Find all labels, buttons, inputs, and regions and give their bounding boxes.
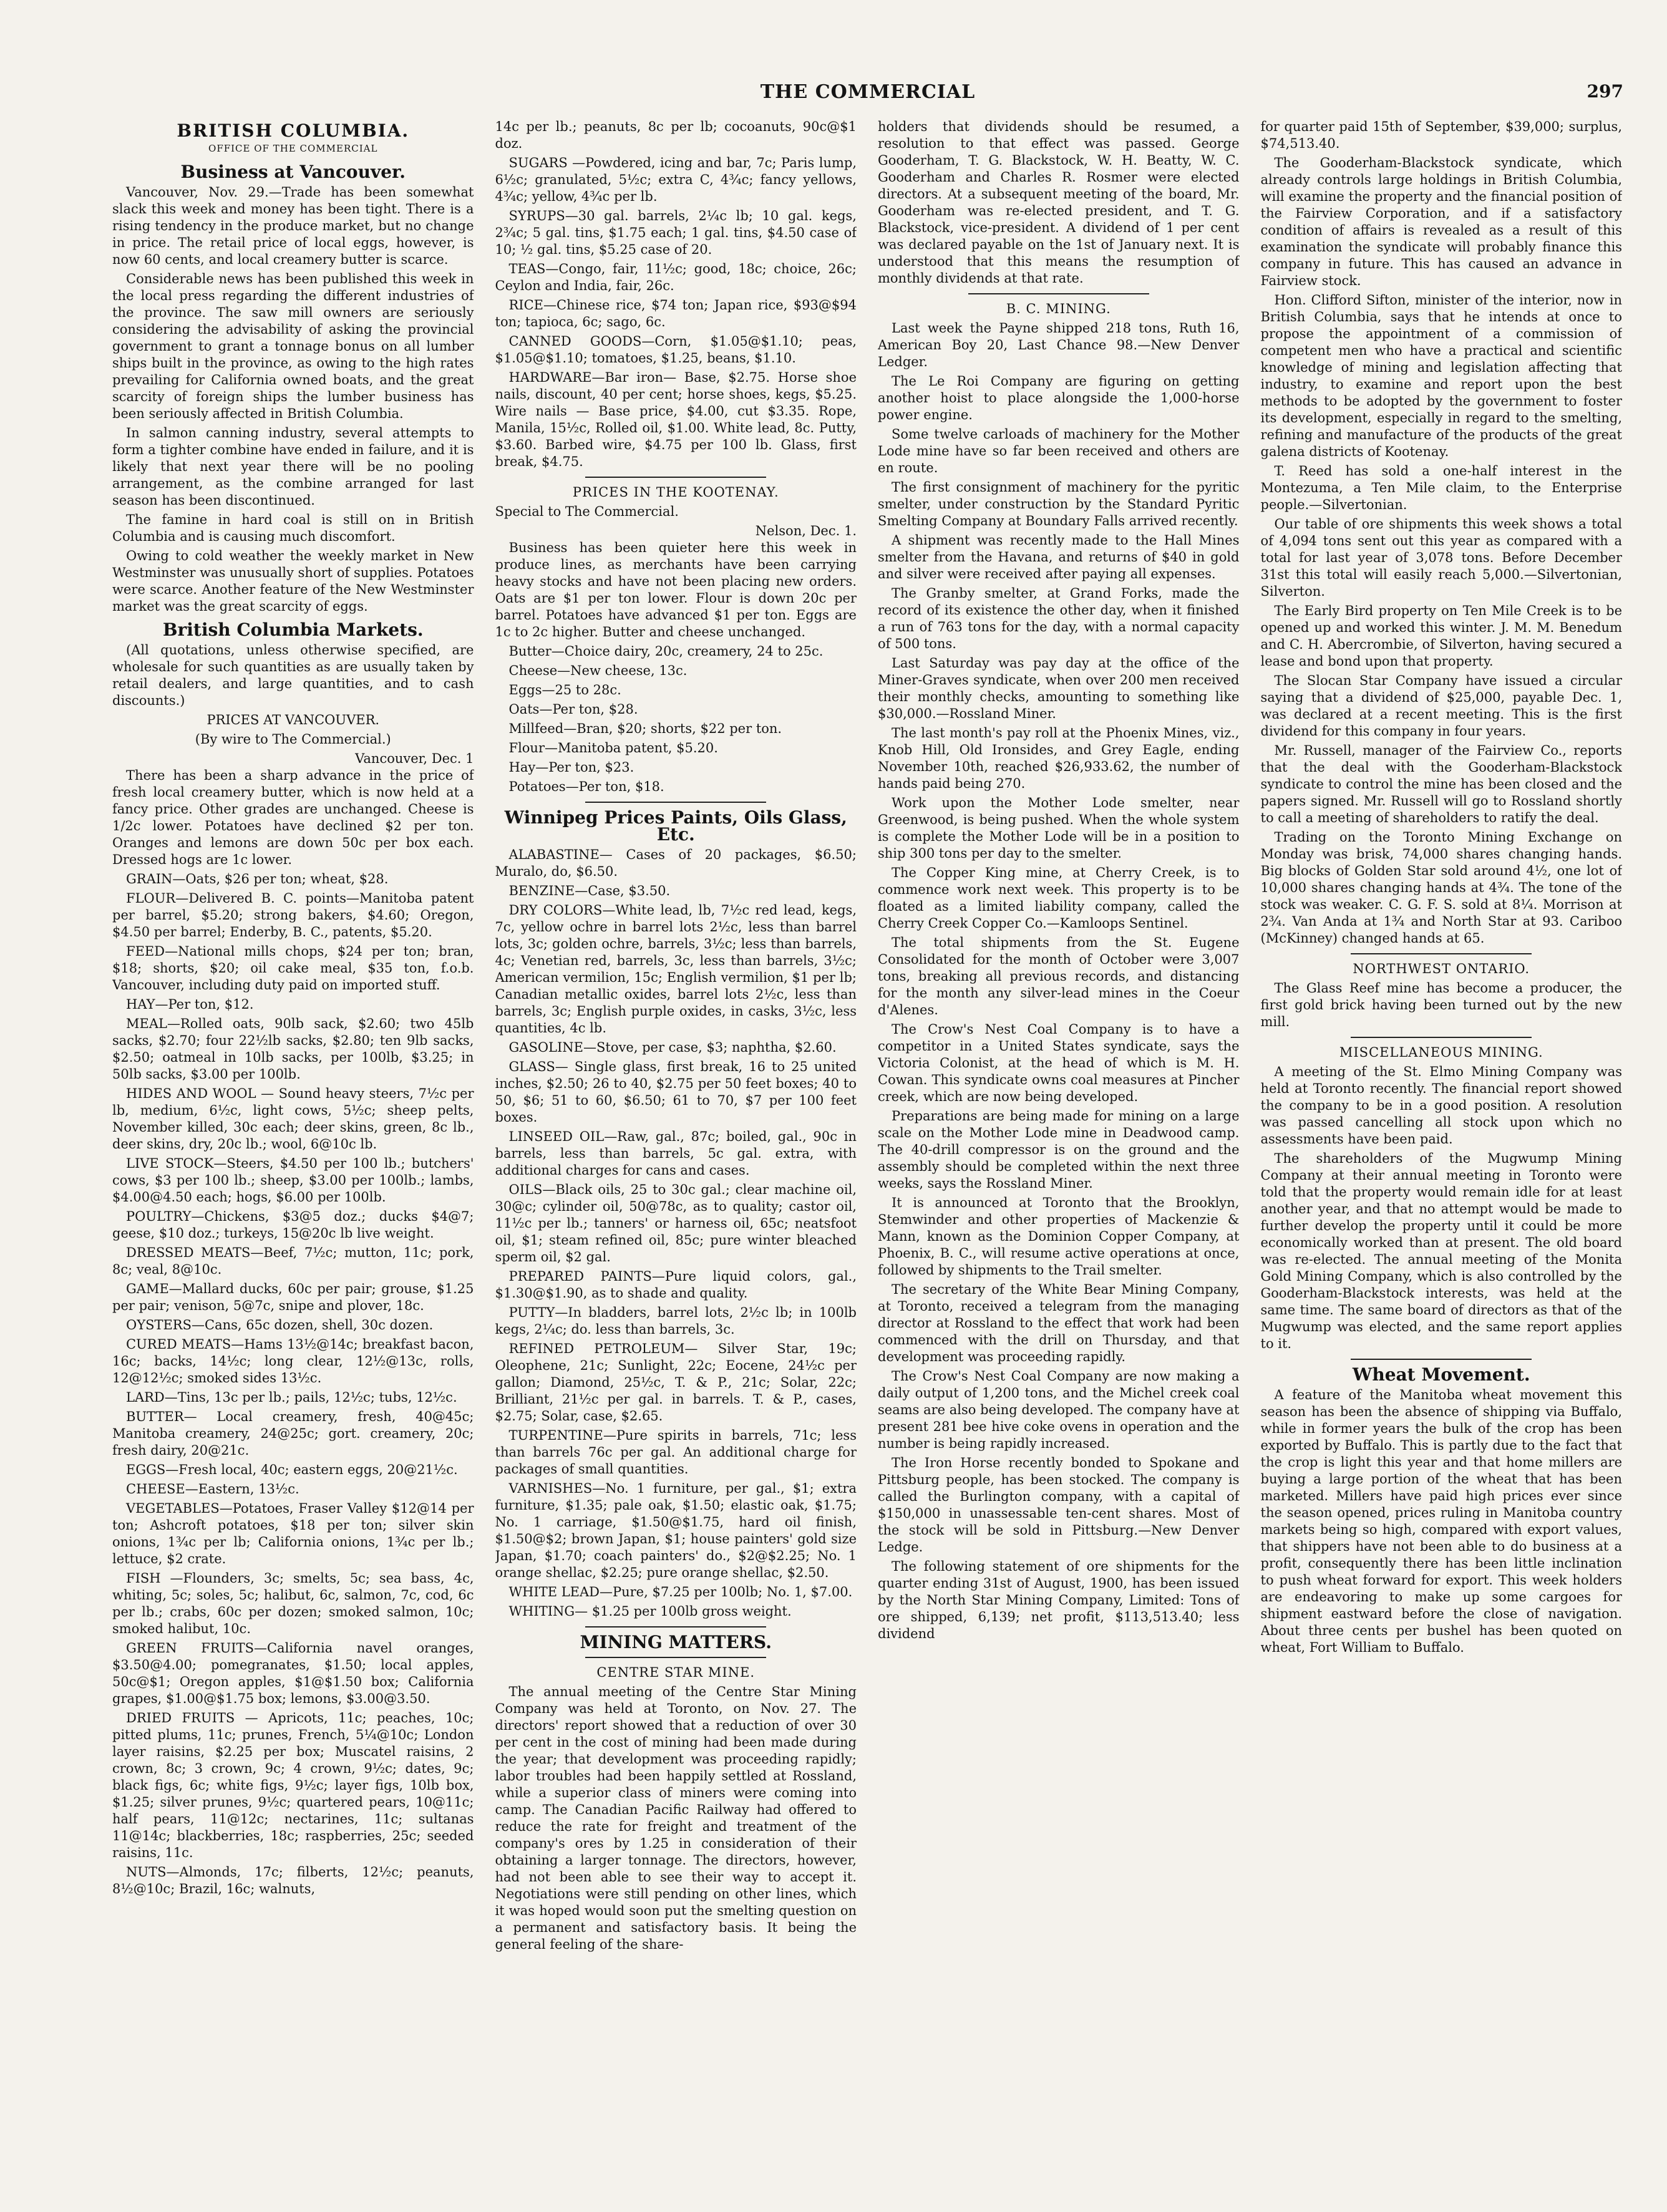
price-item: Hay—Per ton, $23. [508,760,634,775]
kootenay-title: PRICES IN THE KOOTENAY. [572,485,779,500]
paragraph: The shareholders of the Mugwump Mining Company at their annual meeting in Toronto were told that the property would remain idle for at least another year, and that no attempt would be made to further develop the property until it could be more economically worked than at present. The old board was re-elected. The annual meeting of the Monita Gold Mining Company, which is also controlled by the Gooderham-Blackstock interests, was held at the same time. The same board of directors as that of the Mugwump was elected, and the same report applies to it. [1260,1151,1622,1351]
price-item: Oats—Per ton, $28. [508,702,638,717]
paragraph: Work upon the Mother Lode smelter, near Greenwood, is being pushed. When the whole system is complete the Mother Lode will be in a position to ship 300 tons per day to the smelter. [878,795,1240,861]
column-2 [495,119,857,2196]
price-item: WHITING— $1.25 per 100lb gross weight. [508,1604,792,1619]
paragraph: The Granby smelter, at Grand Forks, made the record of its existence the other day, when it finished a run of 763 tons for the day, with a normal capacity of 500 tons. [878,586,1240,651]
price-item: MEAL—Rolled oats, 90lb sack, $2.60; two 45lb sacks, $2.70; four 22½lb sacks, $2.80; ten 9lb sacks, $2.50; oatmeal in 10lb sacks, per 100lb, $3.25; in 50lb sacks, $3.00 per 100lb. [112,1016,474,1082]
paragraph: In salmon canning industry, several attempts to form a tighter combine have ended in failure, and it is likely that next year there will be no pooling arrangement, as the combine arranged for last season has been discontinued. [112,425,474,508]
divider [585,1626,766,1627]
paragraph: It is announced at Toronto that the Brooklyn, Stemwinder and other properties of Mackenzie & Mann, known as the Dominion Copper Company, at Phoenix, B. C., will resume active operations at once, followed by shipments to the Trail smelter. [878,1195,1240,1278]
dateline: Nelson, Dec. 1. [755,523,857,538]
paragraph: There has been a sharp advance in the price of fresh local creamery butter, which is now held at a fancy price. Other grades are unchanged. Cheese is 1/2c lower. Potatoes have declined $2 per ton. Oranges and lemons are down 50c per box each. Dressed hogs are 1c lower. [112,768,474,867]
wheat-movement-title: Wheat Movement. [1352,1364,1530,1385]
price-item: PUTTY—In bladders, barrel lots, 2½c lb; in 100lb kegs, 2¼c; do. less than barrels, 3c. [495,1305,857,1337]
price-item: Flour—Manitoba patent, $5.20. [508,740,718,755]
price-item: REFINED PETROLEUM— Silver Star, 19c; Oleophene, 21c; Sunlight, 22c; Eocene, 24½c per gallon; Diamond, 25½c, T. & P., 21c; Solar, 22c; Brilliant, 21½c per gal. in barrels. T. & P., cases, $2.75; Solar, case, $2.65. [495,1341,857,1424]
price-item: GLASS— Single glass, first break, 16 to 25 united inches, $2.50; 26 to 40, $2.75 per 50 feet boxes; 40 to 50, $6; 51 to 60, $6.50; 61 to 70, $7 per 100 feet boxes. [495,1059,857,1125]
prices-vancouver-title: PRICES AT VANCOUVER. [207,712,380,727]
price-item: LIVE STOCK—Steers, $4.50 per 100 lb.; butchers' cows, $3 per 100 lb.; sheep, $3.00 per 100lb.; lambs, $4.00@4.50 each; hogs, $6.00 per 100lb. [112,1156,474,1205]
paragraph: The Crow's Nest Coal Company are now making a daily output of 1,200 tons, and the Michel creek coal seams are also being developed. The company have at present 281 bee hive coke ovens in operation and the number is being rapidly increased. [878,1369,1240,1451]
price-item: 14c per lb.; peanuts, 8c per lb; cocoanuts, 90c@$1 doz. [495,119,857,151]
paragraph: Some twelve carloads of machinery for the Mother Lode mine have so far been received and others are en route. [878,427,1240,475]
price-item: CHEESE—Eastern, 13½c. [126,1482,299,1496]
price-item: SYRUPS—30 gal. barrels, 2¼c lb; 10 gal. kegs, 2¾c; 5 gal. tins, $1.75 each; 1 gal. tins, $4.50 case of 10; ½ gal. tins, $5.25 case of 20. [495,208,857,257]
paragraph: Trading on the Toronto Mining Exchange on Monday was brisk, 74,000 shares changing hands. Big blocks of Golden Star sold around 4½, one lot of 10,000 shares changing hands at 4¾. The tone of the stock was weaker. C. G. F. S. sold at 8¼. Morrison at 2¾. Van Anda at 1¾ and North Star at 93. Cariboo (McKinney) changed hands at 65. [1260,830,1622,946]
price-item: GASOLINE—Stove, per case, $3; naphtha, $2.60. [508,1040,837,1055]
mining-matters-title: MINING MATTERS. [580,1632,772,1652]
price-item: FISH —Flounders, 3c; smelts, 5c; sea bass, 4c, whiting, 5c; soles, 5c; halibut, 6c, salmon, 7c, cod, 6c per lb.; crabs, 60c per dozen; smoked salmon, 10c; smoked halibut, 10c. [112,1571,474,1636]
price-item: POULTRY—Chickens, $3@5 doz.; ducks $4@7; geese, $10 doz.; turkeys, 15@20c lb live weight. [112,1209,474,1241]
paragraph: The Crow's Nest Coal Company is to have a competitor in a United States syndicate, says the Victoria Colonist, at the head of which is M. H. Cowan. This syndicate owns coal measures at Pincher creek, which are now being developed. [878,1022,1240,1104]
divider [585,802,766,803]
paragraph: The first consignment of machinery for the pyritic smelter, under construction by the Standard Pyritic Smelting Company at Boundary Falls arrived recently. [878,480,1240,528]
paragraph: The total shipments from the St. Eugene Consolidated for the month of October were 3,007 tons, breaking all previous records, and distancing for the month any silver-lead mines in the Coeur d'Alenes. [878,935,1240,1017]
dateline: Vancouver, Dec. 1 [355,751,474,766]
divider [585,477,766,478]
price-item: CANNED GOODS—Corn, $1.05@$1.10; peas, $1.05@$1.10; tomatoes, $1.25, beans, $1.10. [495,334,857,366]
price-item: DRESSED MEATS—Beef, 7½c; mutton, 11c; pork, 8c; veal, 8@10c. [112,1245,474,1277]
paragraph: Our table of ore shipments this week shows a total of 4,094 tons sent out this year as compared with a total for last year of 3,078 tons. Before December 31st this total will easily reach 5,000.—Silvertonian, Silverton. [1260,517,1622,599]
price-item: HIDES AND WOOL — Sound heavy steers, 7½c per lb, medium, 6½c, light cows, 5½c; sheep pelts, November killed, 30c each; deer skins, green, 8c lb., deer skins, dry, 20c lb.; wool, 6@10c lb. [112,1086,474,1152]
page-number: 297 [1587,81,1623,102]
divider [1351,1037,1532,1038]
paragraph: The Iron Horse recently bonded to Spokane and Pittsburg people, has been stocked. The company is called the Burlington company, with a capital of $150,000 in unassessable ten-cent shares. Most of the stock will be sold in Pittsburg.—New Denver Ledge. [878,1455,1240,1555]
office-line: OFFICE OF THE COMMERCIAL [208,143,378,154]
section-title-british-columbia: BRITISH COLUMBIA. [177,120,410,141]
price-item: HARDWARE—Bar iron— Base, $2.75. Horse shoe nails, discount, 40 per cent; horse shoes, kegs, $5.25. Wire nails — Base price, $4.00, cut $3.35. Rope, Manila, 15½c, Rolled oil, $1.00. White lead, 8c. Putty, $3.60. Barbed wire, $4.75 per 100 lb. Glass, first break, $4.75. [495,370,857,469]
price-item: ALABASTINE— Cases of 20 packages, $6.50; Muralo, do, $6.50. [495,847,857,879]
price-item: VEGETABLES—Potatoes, Fraser Valley $12@14 per ton; Ashcroft potatoes, $18 per ton; silver skin onions, 1¾c per lb; California onions, 1¾c per lb.; lettuce, $2 crate. [112,1501,474,1566]
price-item: Butter—Choice dairy, 20c, creamery, 24 to 25c. [508,644,824,659]
paragraph: Preparations are being made for mining on a large scale on the Mother Lode mine in Deadwood camp. The 40-drill compressor is on the ground and the assembly should be completed within the next three weeks, says the Rossland Miner. [878,1108,1240,1191]
price-item: TURPENTINE—Pure spirits in barrels, 71c; less than barrels 76c per gal. An additional charge for packages of small quantities. [495,1428,857,1477]
paragraph: The Gooderham-Blackstock syndicate, which already controls large holdings in British Columbia, will examine the property and the financial position of the Fairview Corporation, and if a satisfactory condition of affairs is revealed as a result of this examination the syndicate will probably finance this company in future. This has caused an advance in Fairview stock. [1260,155,1622,288]
business-vancouver-title: Business at Vancouver. [180,162,406,182]
bc-mining-title: B. C. MINING. [1006,301,1111,316]
special-line: Special to The Commercial. [495,504,679,519]
price-item: OYSTERS—Cans, 65c dozen, shell, 30c dozen. [126,1317,434,1332]
bc-markets-title: British Columbia Markets. [162,619,424,640]
paragraph: T. Reed has sold a one-half interest in the Montezuma, a Ten Mile claim, to the Enterprise people.—Silvertonian. [1260,463,1622,512]
paragraph: Vancouver, Nov. 29.—Trade has been somewhat slack this week and money has been tight. There is a rising tendency in the produce market, but no change in price. The retail price of local eggs, however, is now 60 cents, and local creamery butter is scarce. [112,185,474,267]
price-item: BUTTER— Local creamery, fresh, 40@45c; Manitoba creamery, 24@25c; gort. creamery, 20c; fresh dairy, 20@21c. [112,1409,474,1458]
columns [112,119,1622,2196]
miscellaneous-mining-title: MISCELLANEOUS MINING. [1339,1045,1543,1060]
price-item: LINSEED OIL—Raw, gal., 87c; boiled, gal., 90c in barrels, less than barrels, 5c gal. extra, with additional charges for cans and cases. [495,1129,857,1178]
price-item: WHITE LEAD—Pure, $7.25 per 100lb; No. 1, $7.00. [508,1584,853,1599]
paragraph: Last week the Payne shipped 218 tons, Ruth 16, American Boy 20, Last Chance 98.—New Denver Ledger. [878,321,1240,369]
price-item: Potatoes—Per ton, $18. [508,779,664,794]
divider [585,1657,766,1658]
wire-line: (By wire to The Commercial.) [195,732,391,747]
column-4 [1261,119,1623,2196]
divider [968,293,1149,294]
paragraph: The famine in hard coal is still on in British Columbia and is causing much discomfort. [112,512,474,544]
paragraph: Mr. Russell, manager of the Fairview Co., reports that the deal with the Gooderham-Blackstock syndicate to control the mine has been closed and the papers signed. Mr. Russell will go to Rossland shortly to call a meeting of shareholders to ratify the deal. [1260,743,1622,825]
price-item: Eggs—25 to 28c. [508,682,621,697]
paragraph: A meeting of the St. Elmo Mining Company was held at Toronto recently. The financial report showed the company to be in a good position. A resolution was passed cancelling all stock upon which no assessments have been paid. [1260,1064,1622,1147]
price-item: EGGS—Fresh local, 40c; eastern eggs, 20@21½c. [126,1462,458,1477]
winnipeg-prices-title: Winnipeg Prices Paints, Oils Glass, Etc. [504,807,847,845]
price-item: RICE—Chinese rice, $74 ton; Japan rice, $93@$94 ton; tapioca, 6c; sago, 6c. [495,298,857,329]
publication-title: THE COMMERCIAL [760,81,976,103]
paragraph: The Copper King mine, at Cherry Creek, is to commence work next week. This property is to be floated as a limited liability company, called the Cherry Creek Copper Co.—Kamloops Sentinel. [878,865,1240,931]
price-item: GRAIN—Oats, $26 per ton; wheat, $28. [126,871,389,886]
column-1 [112,119,474,2196]
centre-star-title: CENTRE STAR MINE. [596,1665,756,1680]
markets-note: (All quotations, unless otherwise specified, are wholesale for such quantities as are usually taken by retail dealers, and large quantities, and to cash discounts.) [112,643,474,708]
price-item: DRIED FRUITS — Apricots, 11c; peaches, 10c; pitted plums, 11c; prunes, French, 5¼@10c; London layer raisins, $2.25 per box; Muscatel raisins, 2 crown, 8c; 3 crown, 9c; 4 crown, 9½c; dates, 9c; black figs, 6c; white figs, 9½c; layer figs, 10lb box, $1.25; silver prunes, 9½c; quartered pears, 10@11c; half pears, 11@12c; nectarines, 11c; sultanas 11@14c; blackberries, 18c; raspberries, 25c; seeded raisins, 11c. [112,1710,474,1860]
paragraph: The secretary of the White Bear Mining Company, at Toronto, received a telegram from the managing director at Rossland to the effect that work had been commenced with the drill on Thursday, and that development was proceeding rapidly. [878,1282,1240,1364]
price-item: GREEN FRUITS—California navel oranges, $3.50@4.00; pomegranates, $1.50; local apples, 50c@$1; Oregon apples, $1@$1.50 box; California grapes, $1.00@$1.75 box; lemons, $3.00@3.50. [112,1641,474,1706]
price-item: HAY—Per ton, $12. [126,997,254,1012]
price-item: VARNISHES—No. 1 furniture, per gal., $1; extra furniture, $1.35; pale oak, $1.50; elastic oak, $1.75; No. 1 carriage, $1.50@$1.75, hard oil finish, $1.50@$2; brown Japan, $1; house painters' gold size Japan, $1.70; coach painters' do., $2@$2.25; No. 1 orange shellac, $2.25; pure orange shellac, $2.50. [495,1481,857,1580]
price-item: Cheese—New cheese, 13c. [508,663,688,678]
paragraph: A shipment was recently made to the Hall Mines smelter from the Havana, and returns of $40 in gold and silver were received after paying all expenses. [878,533,1240,581]
paragraph: The following statement of ore shipments for the quarter ending 31st of August, 1900, has been issued by the North Star Mining Company, Limited: Tons of ore shipped, 6,139; net profit, $113,513.40; less dividend [878,1559,1240,1641]
price-item: LARD—Tins, 13c per lb.; pails, 12½c; tubs, 12½c. [126,1390,457,1405]
price-item: FEED—National mills chops, $24 per ton; bran, $18; shorts, $20; oil cake meal, $35 ton, f.o.b. Vancouver, including duty paid on imported stuff. [112,944,474,992]
paragraph: A feature of the Manitoba wheat movement this season has been the absence of shipping via Buffalo, while in former years the bulk of the crop has been exported by Buffalo. This is partly due to the fact that the crop is light this year and that home millers are buying a large portion of the wheat that has been marketed. Millers have paid high prices ever since the season opened, prices ruling in Manitoba country markets being so high, compared with export values, that shippers have not been able to do business at a profit, consequently there has been little inclination to push wheat forward for export. This week holders are endeavoring to make up some cargoes for shipment eastward before the close of navigation. About three cents per bushel has been quoted on wheat, Fort William to Buffalo. [1260,1387,1622,1655]
northwest-ontario-title: NORTHWEST ONTARIO. [1353,961,1530,976]
divider [1351,953,1532,954]
paragraph: Hon. Clifford Sifton, minister of the interior, now in British Columbia, says that he intends at once to propose the appointment of a commission of competent men who have a practical and scientific knowledge of mining and legislation affecting that industry, to examine and report upon the best methods to be adopted by the government to foster its development, especially in regard to the smelting, refining and manufacture of the products of the great galena districts of Kootenay. [1260,293,1622,459]
paragraph: The Early Bird property on Ten Mile Creek is to be opened up and worked this winter. J. M. M. Benedum and C. H. Abercrombie, of Silverton, having secured a lease and bond upon that property. [1260,603,1622,669]
price-item: CURED MEATS—Hams 13½@14c; breakfast bacon, 16c; backs, 14½c; long clear, 12½@13c, rolls, 12@12½c; smoked sides 13½c. [112,1337,474,1385]
price-item: Millfeed—Bran, $20; shorts, $22 per ton. [508,721,782,736]
price-item: TEAS—Congo, fair, 11½c; good, 18c; choice, 26c; Ceylon and India, fair, 26c. [495,261,857,293]
price-item: SUGARS —Powdered, icing and bar, 7c; Paris lump, 6½c; granulated, 5½c; extra C, 4¾c; fancy yellows, 4¾c; yellow, 4¾c per lb. [495,155,857,204]
price-item: PREPARED PAINTS—Pure liquid colors, gal., $1.30@$1.90, as to shade and quality. [495,1269,857,1301]
paragraph: The last month's pay roll at the Phoenix Mines, viz., Knob Hill, Old Ironsides, and Grey Eagle, ending November 10th, reached $26,933.62, the number of hands paid being 270. [878,725,1240,791]
paragraph: Last Saturday was pay day at the office of the Miner-Graves syndicate, when over 200 men received their monthly checks, amounting to something like $30,000.—Rossland Miner. [878,656,1240,721]
column-3 [878,119,1240,2196]
paragraph: The Le Roi Company are figuring on getting another hoist to place alongside the 1,000-horse power engine. [878,374,1240,422]
price-item: GAME—Mallard ducks, 60c per pair; grouse, $1.25 per pair; venison, 5@7c, snipe and plover, 18c. [112,1281,474,1313]
paragraph: Business has been quieter here this week in produce lines, as merchants have been carrying heavy stocks and have not been placing new orders. Oats are $1 per ton lower. Flour is down 20c per barrel. Potatoes have advanced $1 per ton. Eggs are 1c to 2c higher. Butter and cheese unchanged. [495,540,857,639]
price-item: BENZINE—Case, $3.50. [508,883,671,898]
paragraph: Considerable news has been published this week in the local press regarding the different industries of the province. The saw mill owners are seriously considering the advisability of asking the provincial government to grant a tonnage bonus on all lumber ships built in the province, as owing to the high rates prevailing for California owned boats, and the great scarcity of foreign ships the lumber business has been seriously affected in British Columbia. [112,271,474,421]
price-item: DRY COLORS—White lead, lb, 7½c red lead, kegs, 7c, yellow ochre in barrel lots 2½c, less than barrel lots, 3c; golden ochre, barrels, 3½c; less than barrels, 4c; Venetian red, barrels, 3c, less than barrels, 3½c; American vermilion, 15c; English vermilion, $1 per lb; Canadian metallic oxides, barrel lots 2½c, less than barrels, 3c; English purple oxides, in casks, 3½c, less quantities, 4c lb. [495,903,857,1036]
price-item: FLOUR—Delivered B. C. points—Manitoba patent per barrel, $5.20; strong bakers, $4.60; Oregon, $4.50 per barrel; Enderby, B. C., patents, $5.20. [112,891,474,939]
price-item: NUTS—Almonds, 17c; filberts, 12½c; peanuts, 8½@10c; Brazil, 16c; walnuts, [112,1865,474,1896]
running-head [112,81,1623,106]
paragraph: Owing to cold weather the weekly market in New Westminster was unusually short of supplies. Potatoes were scarce. Another feature of the New Westminster market was the great scarcity of eggs. [112,548,474,614]
paragraph: for quarter paid 15th of September, $39,000; surplus, $74,513.40. [1260,119,1622,151]
paragraph: The Slocan Star Company have issued a circular saying that a dividend of $25,000, payable Dec. 1, was declared at a recent meeting. This is the first dividend for this company in four years. [1260,673,1622,739]
paragraph: The annual meeting of the Centre Star Mining Company was held at Toronto, on Nov. 27. The directors' report showed that a reduction of over 30 per cent in the cost of mining had been made during the year; that development was proceeding rapidly; labor troubles had been happily settled at Rossland, while a superior class of miners were coming into camp. The Canadian Pacific Railway had offered to reduce the rate for freight and treatment of the company's ores by 1.25 in consideration of their obtaining a larger tonnage. The directors, however, had not been able to see their way to accept it. Negotiations were still pending on other lines, which it was hoped would soon put the smelting question on a permanent and satisfactory basis. It being the general feeling of the share- [495,1684,857,1952]
price-item: OILS—Black oils, 25 to 30c gal.; clear machine oil, 30@c; cylinder oil, 50@78c, as to quality; castor oil, 11½c per lb.; tanners' or harness oil, 65c; neatsfoot oil, $1; steam refined oil, 85c; pure winter bleached sperm oil, $2 gal. [495,1182,857,1264]
paragraph: The Glass Reef mine has become a producer, the first gold brick having been turned out by the new mill. [1260,981,1622,1029]
divider [1351,1359,1532,1360]
paragraph: holders that dividends should be resumed, a resolution to that effect was passed. George Gooderham, T. G. Blackstock, W. H. Beatty, W. C. Gooderham and Charles R. Rosmer were elected directors. At a subsequent meeting of the board, Mr. Gooderham was re-elected president, and T. G. Blackstock, vice-president. A dividend of 1 per cent was declared payable on the 1st of January next. It is understood that this means the resumption of monthly dividends at that rate. [878,119,1240,286]
